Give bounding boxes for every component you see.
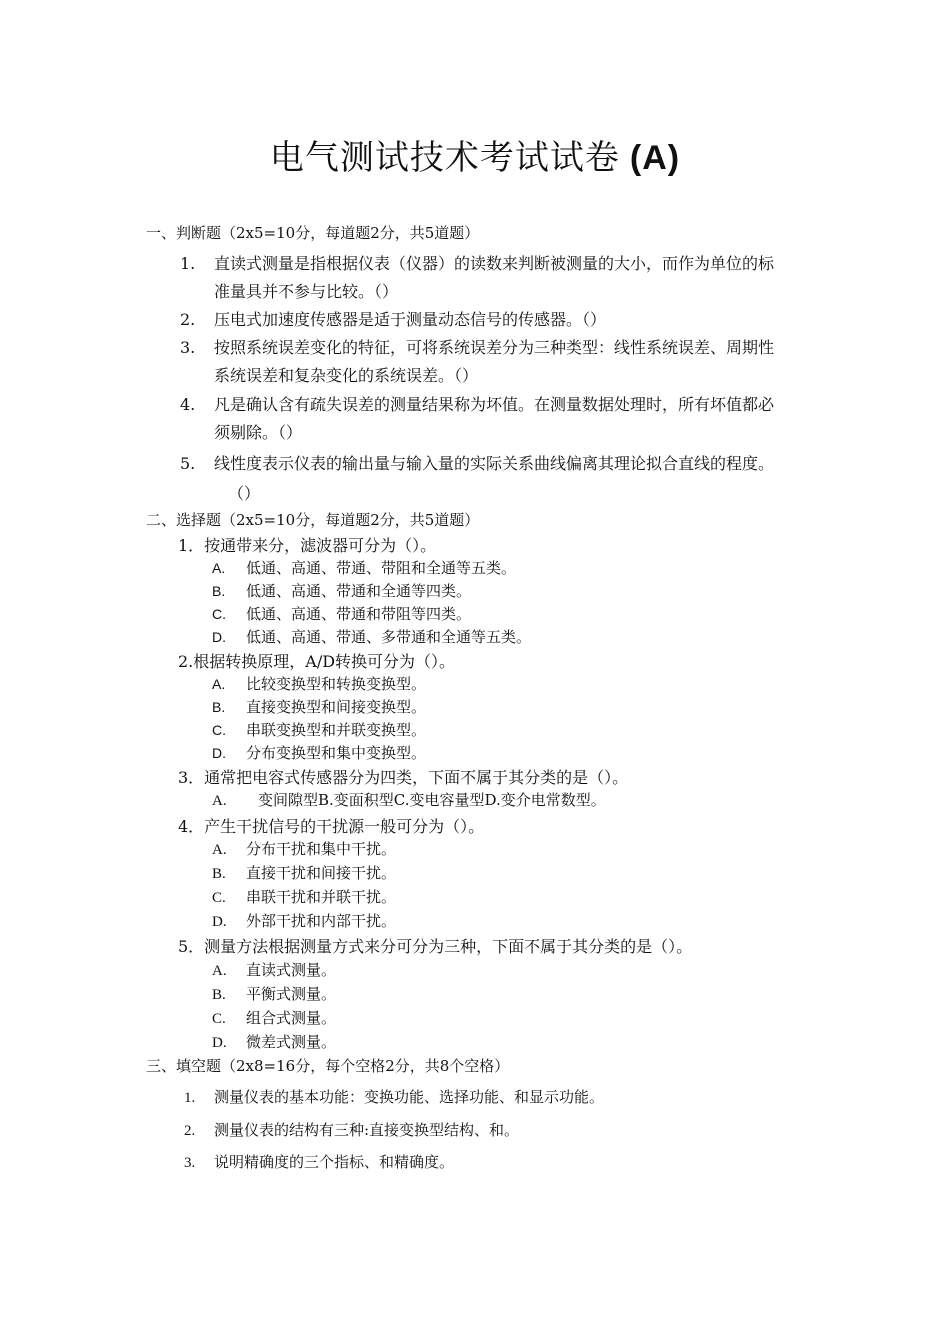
mc-question-5: 5．测量方法根据测量方式来分可分为三种，下面不属于其分类的是（）。 bbox=[178, 937, 693, 956]
mc-option: A. 分布干扰和集中干扰。 bbox=[212, 840, 397, 858]
tf-question-1 bbox=[180, 251, 774, 274]
mc-question-2: 2.根据转换原理，A/D转换可分为（）。 bbox=[178, 652, 456, 671]
question-text: 直读式测量是指根据仪表（仪器）的读数来判断被测量的大小，而作为单位的标 bbox=[214, 254, 775, 273]
mc-option: D. 低通、高通、带通、多带通和全通等五类。 bbox=[212, 628, 532, 646]
title-text: 电气测试技术考试试卷 bbox=[269, 138, 620, 178]
fill-question-3: 3. 说明精确度的三个指标、和精确度。 bbox=[184, 1153, 455, 1171]
mc-question-1: 1．按通带来分，滤波器可分为（）。 bbox=[178, 536, 437, 555]
question-text: 凡是确认含有疏失误差的测量结果称为坏值。在测量数据处理时，所有坏值都必 bbox=[214, 395, 775, 414]
section-heading-multiple-choice: 二、选择题（2x5=10分，每道题2分，共5道题） bbox=[146, 511, 480, 529]
mc-option: B. 直接干扰和间接干扰。 bbox=[212, 864, 397, 882]
mc-option: A. 变间隙型B.变面积型C.变电容量型D.变介电常数型。 bbox=[212, 791, 606, 809]
mc-question-4: 4．产生干扰信号的干扰源一般可分为（）。 bbox=[178, 817, 485, 836]
tf-question-1-cont: 准量具并不参与比较。（） bbox=[214, 282, 399, 301]
mc-option: A. 低通、高通、带通、带阻和全通等五类。 bbox=[212, 559, 517, 577]
tf-question-2 bbox=[180, 307, 606, 330]
fill-question-2: 2. 测量仪表的结构有三种:直接变换型结构、和。 bbox=[184, 1121, 520, 1139]
tf-question-4-cont: 须剔除。（） bbox=[214, 423, 303, 442]
question-text: 线性度表示仪表的输出量与输入量的实际关系曲线偏离其理论拟合直线的程度。 bbox=[214, 454, 775, 473]
question-number: 1. bbox=[180, 254, 196, 273]
question-text: 压电式加速度传感器是适于测量动态信号的传感器。（） bbox=[214, 310, 607, 329]
title-suffix: (A) bbox=[629, 139, 681, 177]
tf-question-5-cont: （） bbox=[228, 484, 261, 503]
page-title bbox=[0, 130, 950, 179]
question-number: 3. bbox=[180, 338, 196, 357]
mc-option: B. 平衡式测量。 bbox=[212, 985, 337, 1003]
mc-option: B. 直接变换型和间接变换型。 bbox=[212, 698, 427, 716]
mc-option: B. 低通、高通、带通和全通等四类。 bbox=[212, 582, 472, 600]
tf-question-3 bbox=[180, 335, 774, 358]
mc-option: C. 串联干扰和并联干扰。 bbox=[212, 888, 397, 906]
fill-question-1: 1. 测量仪表的基本功能：变换功能、选择功能、和显示功能。 bbox=[184, 1088, 605, 1106]
tf-question-5 bbox=[180, 451, 774, 474]
mc-question-3: 3．通常把电容式传感器分为四类，下面不属于其分类的是（）。 bbox=[178, 768, 629, 787]
section-heading-fill-blank: 三、填空题（2x8=16分，每个空格2分，共8个空格） bbox=[146, 1057, 510, 1075]
tf-question-3-cont: 系统误差和复杂变化的系统误差。（） bbox=[214, 366, 479, 385]
question-number: 4. bbox=[180, 395, 196, 414]
mc-option: D. 微差式测量。 bbox=[212, 1033, 337, 1051]
tf-question-4 bbox=[180, 392, 774, 415]
mc-option: C. 串联变换型和并联变换型。 bbox=[212, 721, 427, 739]
mc-option: A. 直读式测量。 bbox=[212, 961, 337, 979]
question-number: 5. bbox=[180, 454, 196, 473]
mc-option: A. 比较变换型和转换变换型。 bbox=[212, 675, 427, 693]
mc-option: C. 组合式测量。 bbox=[212, 1009, 337, 1027]
question-number: 2. bbox=[180, 310, 196, 329]
mc-option: C. 低通、高通、带通和带阻等四类。 bbox=[212, 605, 472, 623]
mc-option: D. 分布变换型和集中变换型。 bbox=[212, 744, 427, 762]
section-heading-true-false: 一、判断题（2x5=10分，每道题2分，共5道题） bbox=[146, 224, 480, 242]
mc-option: D. 外部干扰和内部干扰。 bbox=[212, 912, 397, 930]
question-text: 按照系统误差变化的特征，可将系统误差分为三种类型：线性系统误差、周期性 bbox=[214, 338, 775, 357]
